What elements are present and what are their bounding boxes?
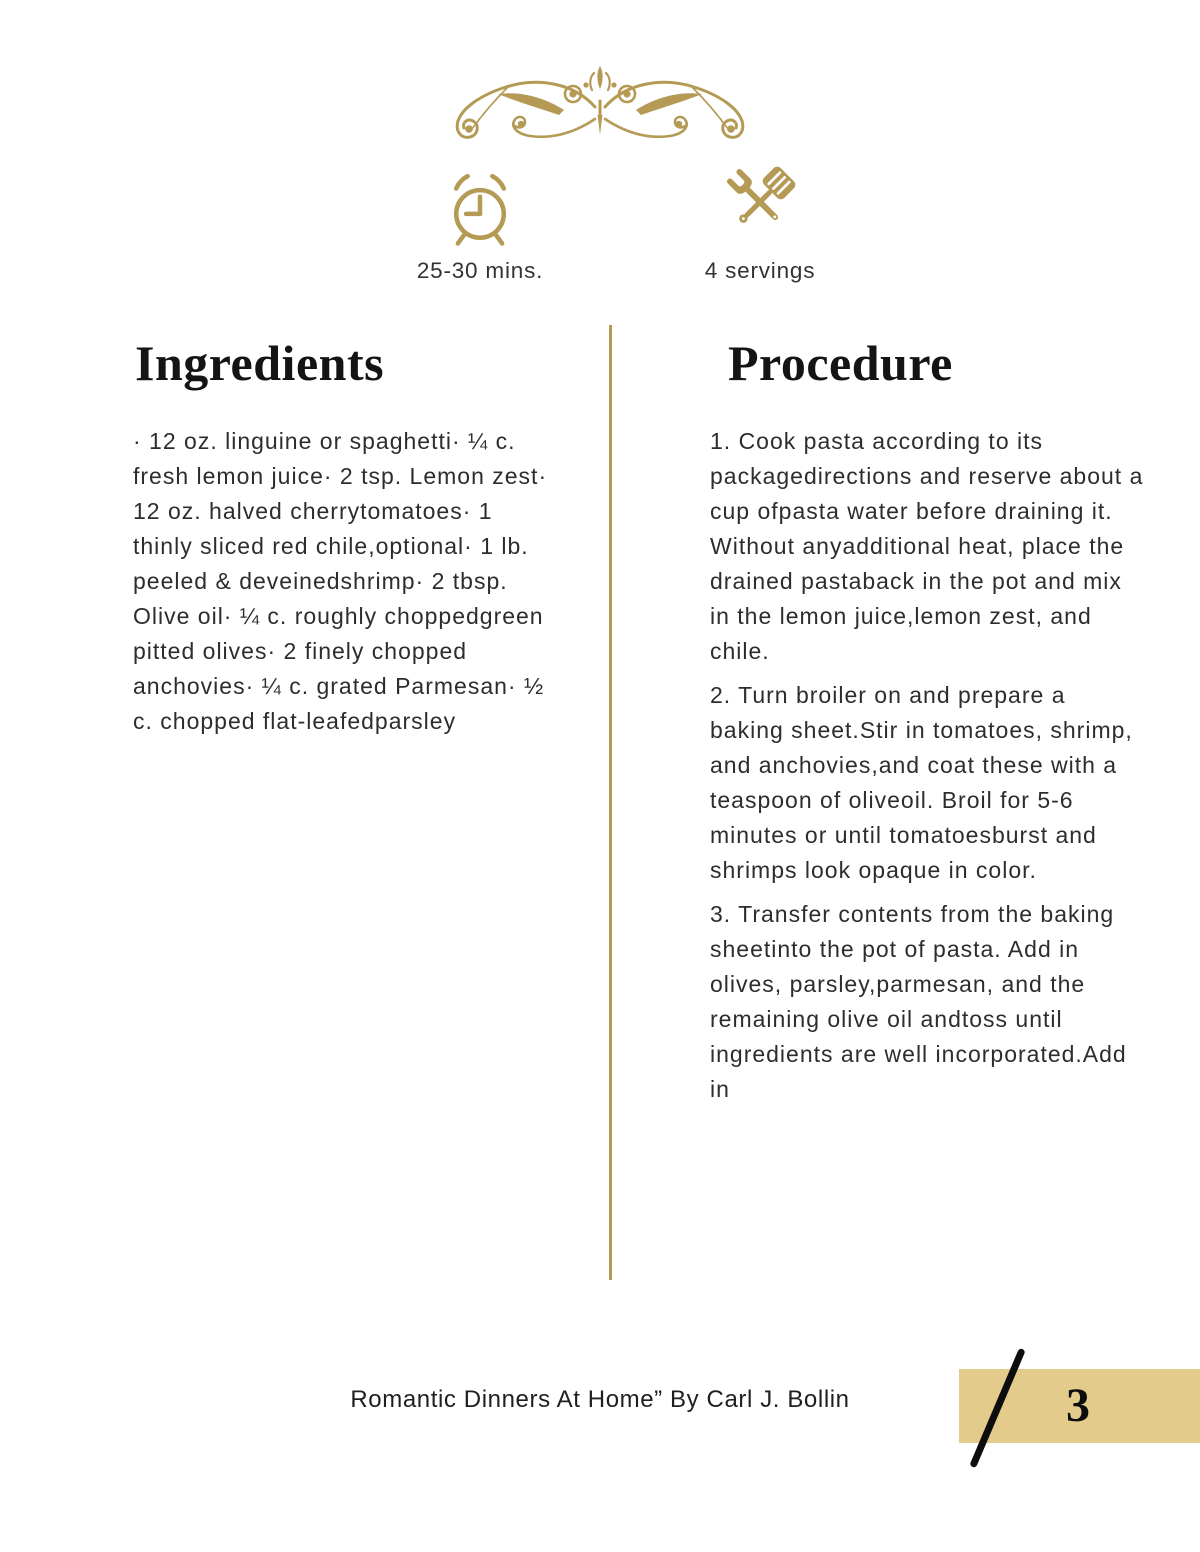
- spatula-fork-icon: [718, 160, 802, 244]
- procedure-steps: [710, 424, 1144, 1116]
- cook-time-label-wrap: [390, 258, 570, 284]
- procedure-step-2: 2. Turn broiler on and prepare a baking sheet.Stir in tomatoes, shrimp, and anchovies,and coat these with a teaspoon of oliveoil. Broil for 5-6 minutes or until tomatoesburst and shrimps look opaque in color.: [710, 682, 1133, 883]
- cook-time-block: [390, 168, 570, 250]
- procedure-step-1: 1. Cook pasta according to its packagedirections and reserve about a cup ofpasta water before draining it. Without anyadditional heat, place the drained pastaback in the pot and mix in the lemon juice,lemon zest, and chile.: [710, 428, 1144, 664]
- flourish-ornament-icon: [430, 63, 770, 167]
- footer-credit: Romantic Dinners At Home” By Carl J. Bollin: [350, 1386, 850, 1413]
- page-number: 3: [1066, 1379, 1090, 1432]
- procedure-title: Procedure: [728, 335, 953, 391]
- servings-block: [670, 160, 850, 244]
- ingredients-text: · 12 oz. linguine or spaghetti· ¼ c. fresh lemon juice· 2 tsp. Lemon zest· 12 oz. halved cherrytomatoes· 1 thinly sliced red chile,optional· 1 lb. peeled & deveinedshrimp· 2 tbsp. Olive oil· ¼ c. roughly choppedgreen pitted olives· 2 finely chopped anchovies· ¼ c. grated Parmesan· ½ c. chopped flat-leafedparsley: [133, 428, 548, 734]
- ingredients-title: Ingredients: [135, 335, 385, 391]
- procedure-step-3: 3. Transfer contents from the baking sheetinto the pot of pasta. Add in olives, parsley,parmesan, and the remaining olive oil andtoss until ingredients are well incorporated.Add in: [710, 901, 1127, 1102]
- servings-label-wrap: [670, 258, 850, 284]
- alarm-clock-icon: [439, 168, 521, 250]
- servings-label: 4 servings: [704, 258, 816, 283]
- cook-time-label: 25-30 mins.: [416, 258, 544, 283]
- column-divider: [609, 325, 612, 1280]
